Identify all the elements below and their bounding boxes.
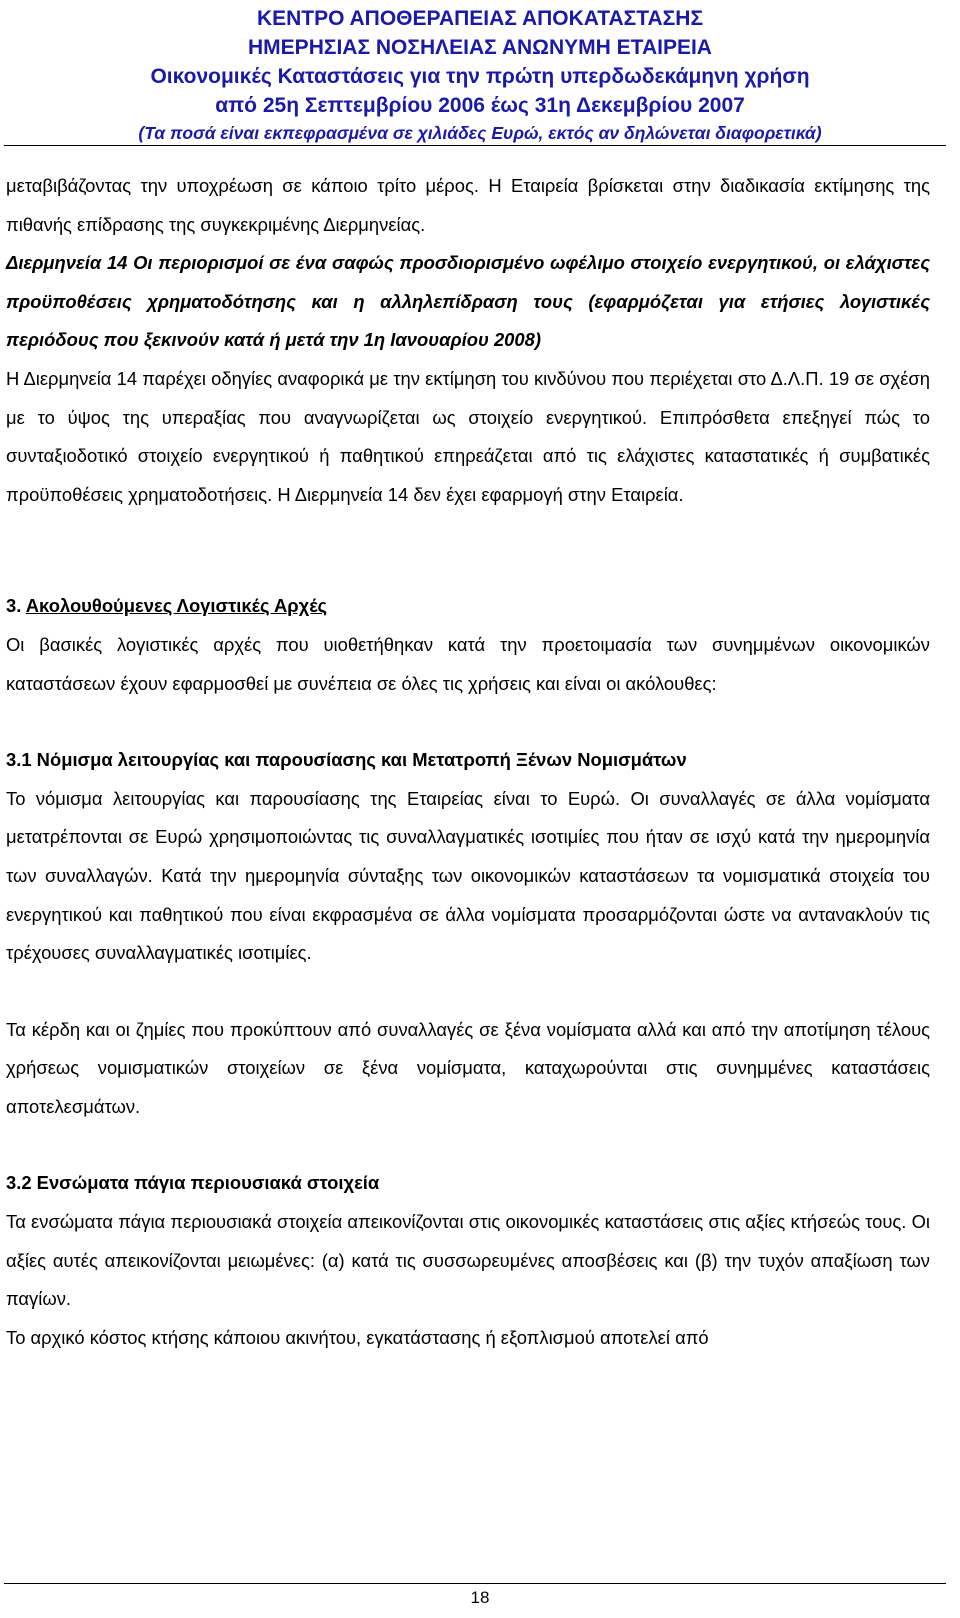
paragraph-continuation: μεταβιβάζοντας την υποχρέωση σε κάποιο τρίτο μέρος. Η Εταιρεία βρίσκεται στην διαδικασία εκτίμησης της πιθανής επίδρασης της συγκεκριμένης Διερμηνείας.	[6, 175, 930, 235]
interpretation-14-text: Η Διερμηνεία 14 παρέχει οδηγίες αναφορικά με την εκτίμηση του κινδύνου που περιέχεται στο Δ.Λ.Π. 19 σε σχέση με το ύψος της υπεραξίας που αναγνωρίζεται ως στοιχείο ενεργητικού. Επιπρόσθετα επεξηγεί πώς το συνταξιοδοτικό στοιχείο ενεργητικού ή παθητικού επηρεάζεται από τις ελάχιστες καταστατικές ή συμβατικές προϋποθέσεις χρηματοδοτήσεις. Η Διερμηνεία 14 δεν έχει εφαρμογή στην Εταιρεία.	[6, 367, 930, 505]
statements-title: Οικονομικές Καταστάσεις για την πρώτη υπερδωδεκάμηνη χρήση	[150, 65, 810, 88]
section-3-text: Οι βασικές λογιστικές αρχές που υιοθετήθηκαν κατά την προετοιμασία των συνημμένων οικονομικών καταστάσεων έχουν εφαρμοσθεί με συνέπεια σε όλες τις χρήσεις και είναι οι ακόλουθες:	[6, 633, 930, 694]
statements-period: από 25η Σεπτεμβρίου 2006 έως 31η Δεκεμβρίου 2007	[215, 94, 745, 117]
footer-divider	[4, 1583, 946, 1584]
interpretation-14-heading: Διερμηνεία 14 Οι περιορισμοί σε ένα σαφώς προσδιορισμένο ωφέλιμο στοιχείο ενεργητικού, οι ελάχιστες προϋποθέσεις χρηματοδότησης και η αλληλεπίδραση τους (εφαρμόζεται για ετήσιες λογιστικές περιόδους που ξεκινούν κατά ή μετά την 1η Ιανουαρίου 2008)	[6, 252, 930, 351]
section-3-2-paragraph-1: Τα ενσώματα πάγια περιουσιακά στοιχεία απεικονίζονται στις οικονομικές καταστάσεις στις αξίες κτήσεώς τους. Οι αξίες αυτές απεικονίζονται μειωμένες: (α) κατά τις συσσωρευμένες αποσβέσεις και (β) την τυχόν απαξίωση των παγίων.	[6, 1211, 930, 1310]
section-3-2-heading: 3.2 Ενσώματα πάγια περιουσιακά στοιχεία	[6, 1172, 380, 1194]
section-3-1-paragraph-2: Τα κέρδη και οι ζημίες που προκύπτουν από συναλλαγές σε ξένα νομίσματα αλλά και από την αποτίμηση τέλους χρήσεως νομισματικών στοιχείων σε ξένα νομίσματα, καταχωρούνται στις συνημμένες καταστάσεις αποτελεσμάτων.	[6, 1018, 930, 1117]
company-name-line2: ΗΜΕΡΗΣΙΑΣ ΝΟΣΗΛΕΙΑΣ ΑΝΩΝΥΜΗ ΕΤΑΙΡΕΙΑ	[248, 36, 712, 59]
header-divider	[4, 145, 946, 146]
section-3-number: 3.	[6, 595, 22, 617]
amounts-note: (Τα ποσά είναι εκπεφρασμένα σε χιλιάδες Ευρώ, εκτός αν δηλώνεται διαφορετικά)	[138, 123, 822, 143]
section-3-heading	[6, 587, 930, 626]
company-name-line1: ΚΕΝΤΡΟ ΑΠΟΘΕΡΑΠΕΙΑΣ ΑΠΟΚΑΤΑΣΤΑΣΗΣ	[256, 7, 704, 30]
document-header	[0, 4, 960, 146]
section-3-1-paragraph-1: Το νόμισμα λειτουργίας και παρουσίασης της Εταιρείας είναι το Ευρώ. Οι συναλλαγές σε άλλα νομίσματα μετατρέπονται σε Ευρώ χρησιμοποιώντας τις συναλλαγματικές ισοτιμίες που ήταν σε ισχύ κατά την ημερομηνία των συναλλαγών. Κατά την ημερομηνία σύνταξης των οικονομικών καταστάσεων τα νομισματικά στοιχεία του ενεργητικού και παθητικού που είναι εκφρασμένα σε άλλα νομίσματα προσαρμόζονται ώστε να αντανακλούν τις τρέχουσες συναλλαγματικές ισοτιμίες.	[6, 787, 930, 964]
section-3-title: Ακολουθούμενες Λογιστικές Αρχές	[25, 595, 328, 617]
page-number: 18	[470, 1588, 490, 1607]
document-body	[6, 167, 930, 1357]
section-3-1-heading: 3.1 Νόμισμα λειτουργίας και παρουσίασης και Μετατροπή Ξένων Νομισμάτων	[6, 749, 687, 771]
section-3-2-paragraph-2: Το αρχικό κόστος κτήσης κάποιου ακινήτου, εγκατάστασης ή εξοπλισμού αποτελεί από	[6, 1326, 709, 1348]
